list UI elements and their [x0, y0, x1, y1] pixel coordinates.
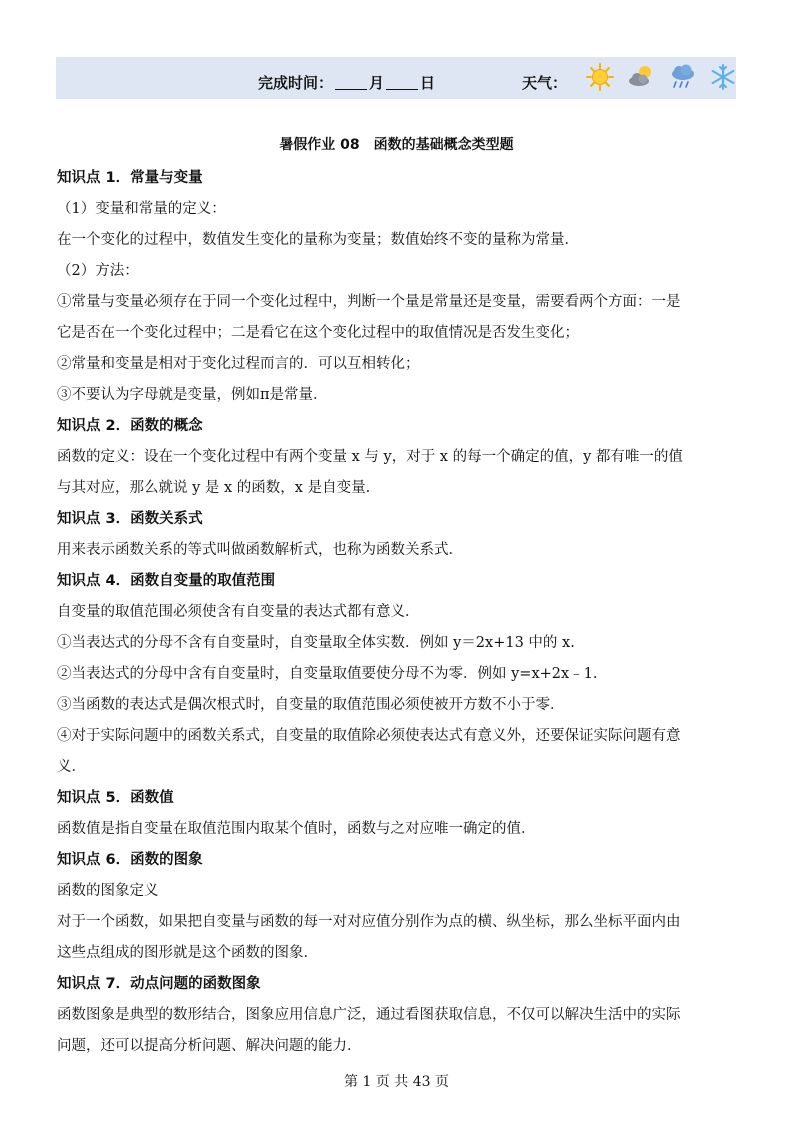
body-line: 用来表示函数关系的等式叫做函数解析式，也称为函数关系式．	[57, 542, 463, 558]
body-line: ③当函数的表达式是偶次根式时，自变量的取值范围必须使被开方数不小于零．	[57, 697, 565, 713]
body-line: 与其对应，那么就说 y 是 x 的函数，x 是自变量.	[57, 480, 371, 496]
day-label: 日	[420, 74, 436, 92]
body-line: 问题，还可以提高分析问题、解决问题的能力．	[57, 1038, 362, 1054]
body-line: ②当表达式的分母中含有自变量时，自变量取值要使分母不为零．例如 y=x+2x﹣1.	[57, 666, 598, 682]
day-blank	[386, 75, 418, 90]
body-line: 它是否在一个变化过程中；二是看它在这个变化过程中的取值情况是否发生变化；	[57, 325, 579, 341]
body-line: ④对于实际问题中的函数关系式，自变量的取值除必须使表达式有意义外，还要保证实际问题有意	[57, 728, 681, 744]
completion-label: 完成时间：	[258, 74, 334, 92]
page-title: 暑假作业 08 函数的基础概念类型题	[279, 137, 514, 153]
body-line: 在一个变化的过程中，数值发生变化的量称为变量；数值始终不变的量称为常量．	[57, 232, 579, 248]
sunny-icon	[585, 62, 615, 92]
section-heading: 知识点 4．函数自变量的取值范围	[57, 573, 276, 589]
body-line: ③不要认为字母就是变量，例如π是常量．	[57, 387, 328, 403]
body-line: 函数值是指自变量在取值范围内取某个值时，函数与之对应唯一确定的值．	[57, 821, 536, 837]
body-line: （2）方法：	[57, 263, 139, 279]
section-heading: 知识点 5．函数值	[57, 790, 174, 806]
month-label: 月	[369, 74, 385, 92]
section-heading: 知识点 1．常量与变量	[57, 170, 203, 186]
section-heading: 知识点 2．函数的概念	[57, 418, 203, 434]
body-line: 函数的定义：设在一个变化过程中有两个变量 x 与 y，对于 x 的每一个确定的值，y 都有唯一的值	[57, 449, 683, 465]
section-heading: 知识点 3．函数关系式	[57, 511, 203, 527]
completion-time-field	[258, 72, 435, 94]
snow-icon	[708, 62, 738, 92]
document-body	[57, 163, 737, 1062]
page-footer: 第 1 页 共 43 页	[344, 1074, 449, 1090]
body-line: ①常量与变量必须存在于同一个变化过程中，判断一个量是常量还是变量，需要看两个方面：一是	[57, 294, 681, 310]
body-line: 对于一个函数，如果把自变量与函数的每一对对应值分别作为点的横、纵坐标，那么坐标平面内由	[57, 914, 681, 930]
body-line: ②常量和变量是相对于变化过程而言的．可以互相转化；	[57, 356, 420, 372]
body-line: 函数的图象定义	[57, 883, 159, 899]
body-line: 这些点组成的图形就是这个函数的图象．	[57, 945, 318, 961]
rain-icon	[668, 62, 698, 92]
body-line: 函数图象是典型的数形结合，图象应用信息广泛，通过看图获取信息，不仅可以解决生活中的实际	[57, 1007, 681, 1023]
weather-label: 天气：	[522, 74, 568, 92]
month-blank	[335, 75, 367, 90]
body-line: （1）变量和常量的定义：	[57, 201, 226, 217]
body-line: 自变量的取值范围必须使含有自变量的表达式都有意义．	[57, 604, 420, 620]
body-line: ①当表达式的分母不含有自变量时，自变量取全体实数．例如 y＝2x+13 中的 x.	[57, 635, 575, 651]
body-line: 义．	[57, 759, 86, 775]
section-heading: 知识点 7．动点问题的函数图象	[57, 976, 261, 992]
section-heading: 知识点 6．函数的图象	[57, 852, 203, 868]
partly-cloudy-icon	[626, 62, 656, 92]
